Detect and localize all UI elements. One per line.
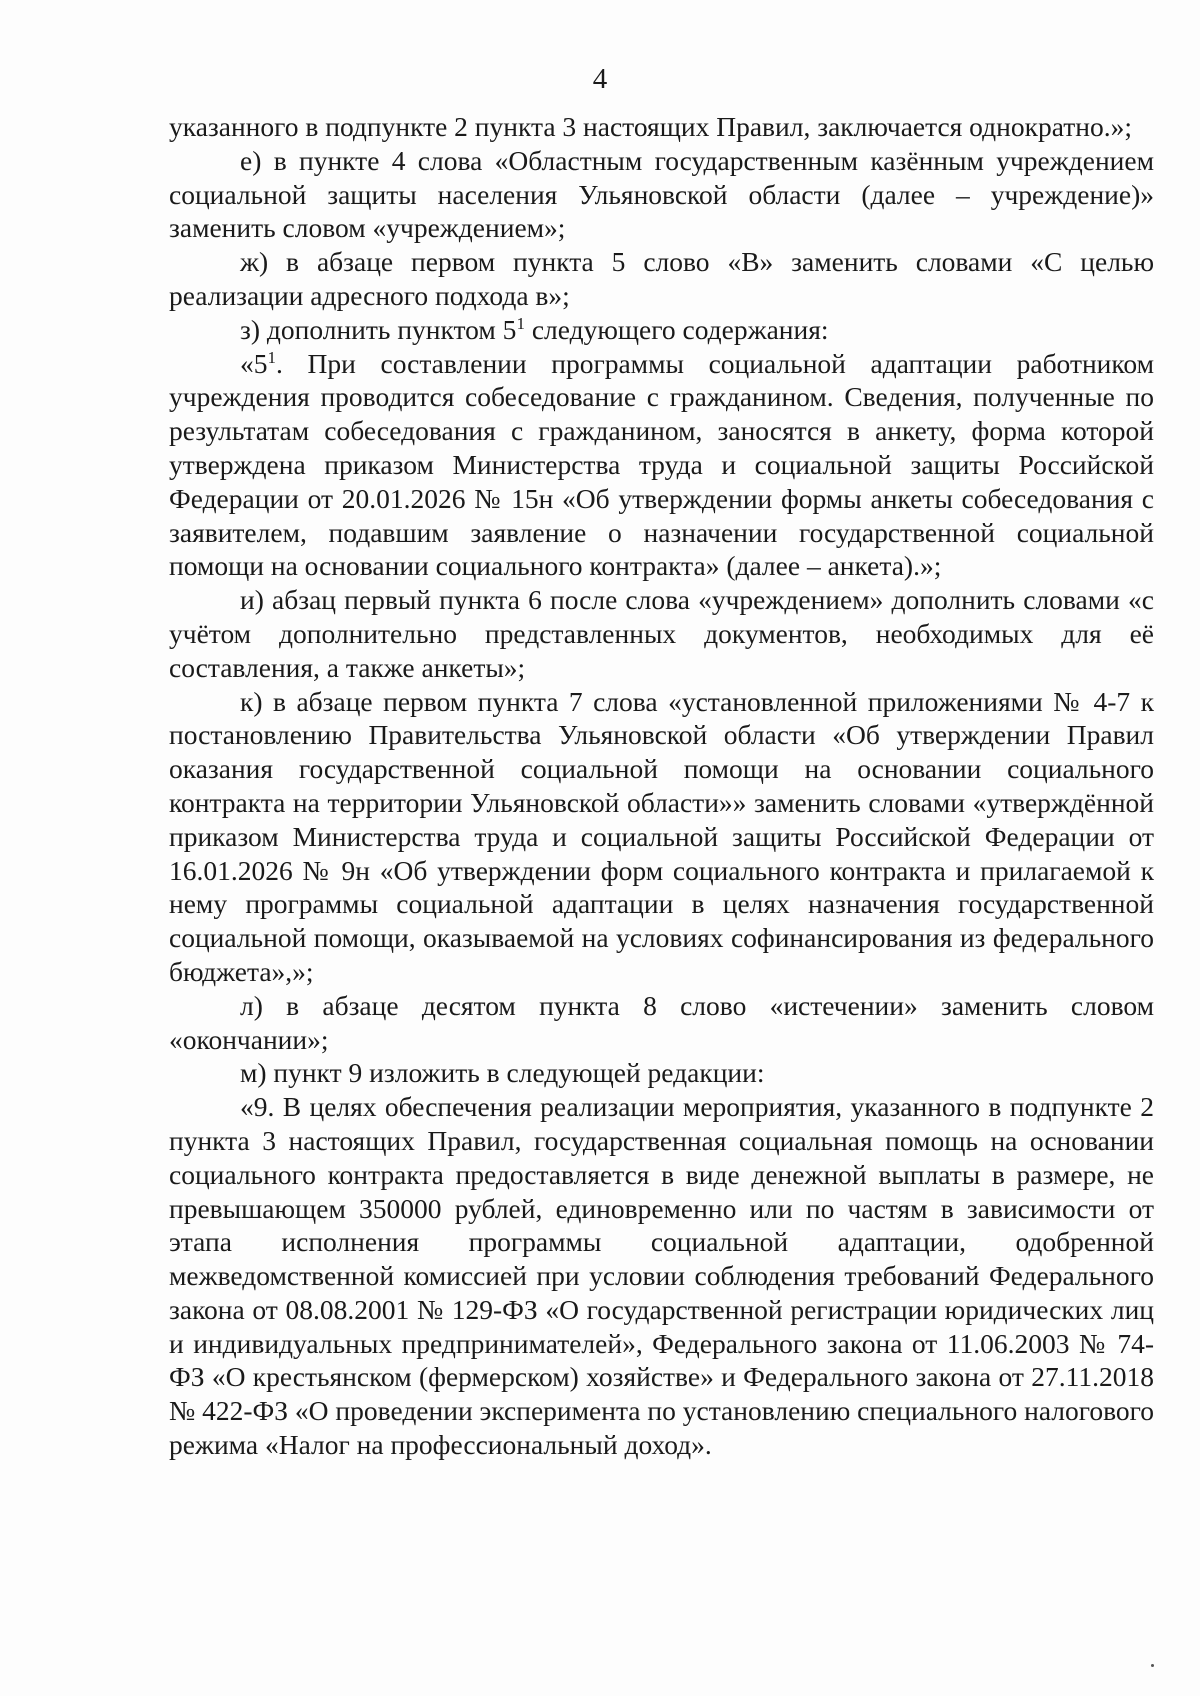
paragraph-item-z [169, 313, 1154, 347]
paragraph-item-l: л) в абзаце десятом пункта 8 слово «истечении» заменить словом «окончании»; [169, 989, 1154, 1055]
superscript: 1 [267, 347, 277, 367]
page-number: 4 [592, 63, 608, 95]
paragraph-text: з) дополнить пунктом 5 [240, 313, 517, 345]
paragraph-item-k: к) в абзаце первом пункта 7 слова «установленной приложениями № 4-7 к постановлению Правительства Ульяновской области «Об утверждении Правил оказания государственной социальной помощи на основании социального контракта на территории Ульяновской области»» заменить словами «утверждённой приказом Министерства труда и социальной защиты Российской Федерации от 16.01.2026 № 9н «Об утверждении форм социального контракта и прилагаемой к нему программы социальной адаптации в целях назначения государственной социальной помощи, оказываемой на условиях софинансирования из федерального бюджета»,»; [169, 685, 1154, 987]
superscript: 1 [516, 313, 525, 333]
scan-artifact-dot [1151, 1664, 1154, 1667]
paragraph-item-i: и) абзац первый пункта 6 после слова «учреждением» дополнить словами «с учётом дополнительно представленных документов, необходимых для её составления, а также анкеты»; [169, 584, 1154, 683]
document-body [169, 110, 1154, 1462]
paragraph-quoted-point-9: «9. В целях обеспечения реализации мероприятия, указанного в подпункте 2 пункта 3 настоящих Правил, государственная социальная помощь на основании социального контракта предоставляется в виде денежной выплаты в размере, не превышающем 350000 рублей, единовременно или по частям в зависимости от этапа исполнения программы социальной адаптации, одобренной межведомственной комиссией при условии соблюдения требований Федерального закона от 08.08.2001 № 129-ФЗ «О государственной регистрации юридических лиц и индивидуальных предпринимателей», Федерального закона от 11.06.2003 № 74-ФЗ «О крестьянском (фермерском) хозяйстве» и Федерального закона от 27.11.2018 № 422-ФЗ «О проведении эксперимента по установлению специального налогового режима «Налог на профессиональный доход». [169, 1091, 1154, 1461]
paragraph-item-zh: ж) в абзаце первом пункта 5 слово «В» заменить словами «С целью реализации адресного подхода в»; [169, 246, 1154, 311]
paragraph-quoted-point-5-1 [169, 347, 1154, 584]
paragraph-text: . При составлении программы социальной адаптации работником учреждения проводится собеседование с гражданином. Сведения, полученные по результатам собеседования с гражданином, заносятся в анкету, форма которой утверждена приказом Министерства труда и социальной защиты Российской Федерации от 20.01.2026 № 15н «Об утверждении формы анкеты собеседования с заявителем, подавшим заявление о назначении государственной социальной помощи на основании социального контракта» (далее – анкета).»; [169, 347, 1154, 582]
paragraph-continuation: указанного в подпункте 2 пункта 3 настоящих Правил, заключается однократно.»; [169, 111, 1132, 142]
paragraph-item-e: е) в пункте 4 слова «Областным государственным казённым учреждением социальной защиты населения Ульяновской области (далее – учреждение)» заменить словом «учреждением»; [169, 144, 1154, 244]
paragraph-item-m: м) пункт 9 изложить в следующей редакции: [240, 1057, 765, 1089]
paragraph-text: «5 [240, 347, 268, 379]
paragraph-text: следующего содержания: [524, 313, 829, 345]
